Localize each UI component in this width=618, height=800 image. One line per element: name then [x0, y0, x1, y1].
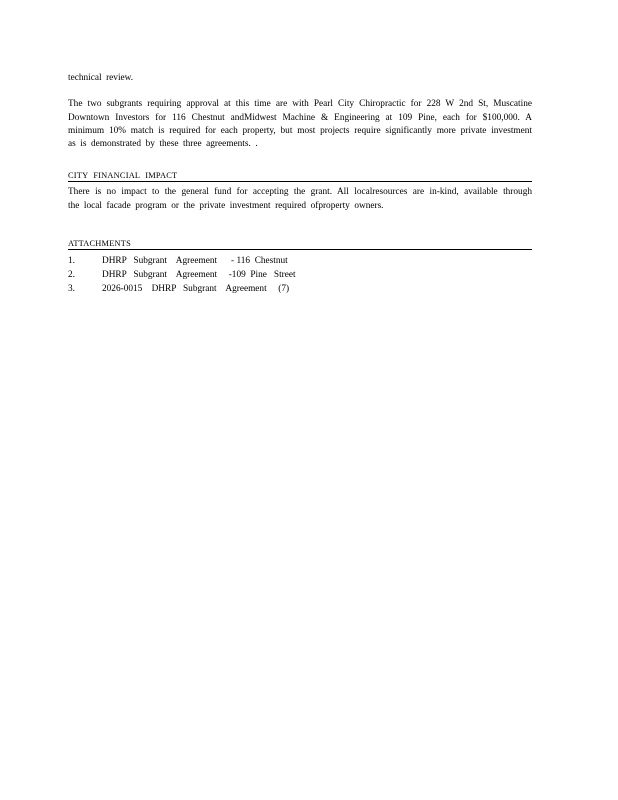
attachments-divider: [68, 249, 532, 250]
document-body: [68, 72, 532, 296]
spacer: [68, 85, 532, 98]
list-item-label: 2026-0015 DHRP Subgrant Agreement (7): [102, 284, 290, 295]
attachments-list: [68, 254, 532, 296]
list-item: [68, 254, 532, 268]
list-item: [68, 282, 532, 296]
list-item-number: 2.: [68, 270, 75, 281]
list-item-label: DHRP Subgrant Agreement -109 Pine Street: [102, 270, 296, 281]
section-heading-city-financial-impact: CITY FINANCIAL IMPACT: [68, 171, 178, 181]
spacer: [68, 151, 532, 171]
list-item: [68, 268, 532, 282]
list-item-label: DHRP Subgrant Agreement - 116 Chestnut: [102, 256, 288, 267]
section-divider: [68, 181, 532, 182]
body-paragraph: The two subgrants requiring approval at this time are with Pearl City Chiropractic for 228 W 2nd St, Muscatine Downtown Investors for 116 Chestnut andMidwest Machine & Engineering at 109 Pine, each for $100,000. A minimum 10% match is required for each property, but most projects require significantly more private investment as is demonstrated by these three agreements. .: [68, 99, 532, 150]
section-body-city-financial-impact: There is no impact to the general fund for accepting the grant. All localresources are in-kind, available through the local facade program or the private investment required ofproperty owners.: [68, 187, 532, 211]
list-item-number: 3.: [68, 284, 75, 295]
spacer: [68, 213, 532, 239]
intro-fragment: technical review.: [68, 73, 134, 83]
section-heading-attachments: ATTACHMENTS: [68, 239, 131, 249]
list-item-number: 1.: [68, 256, 75, 267]
